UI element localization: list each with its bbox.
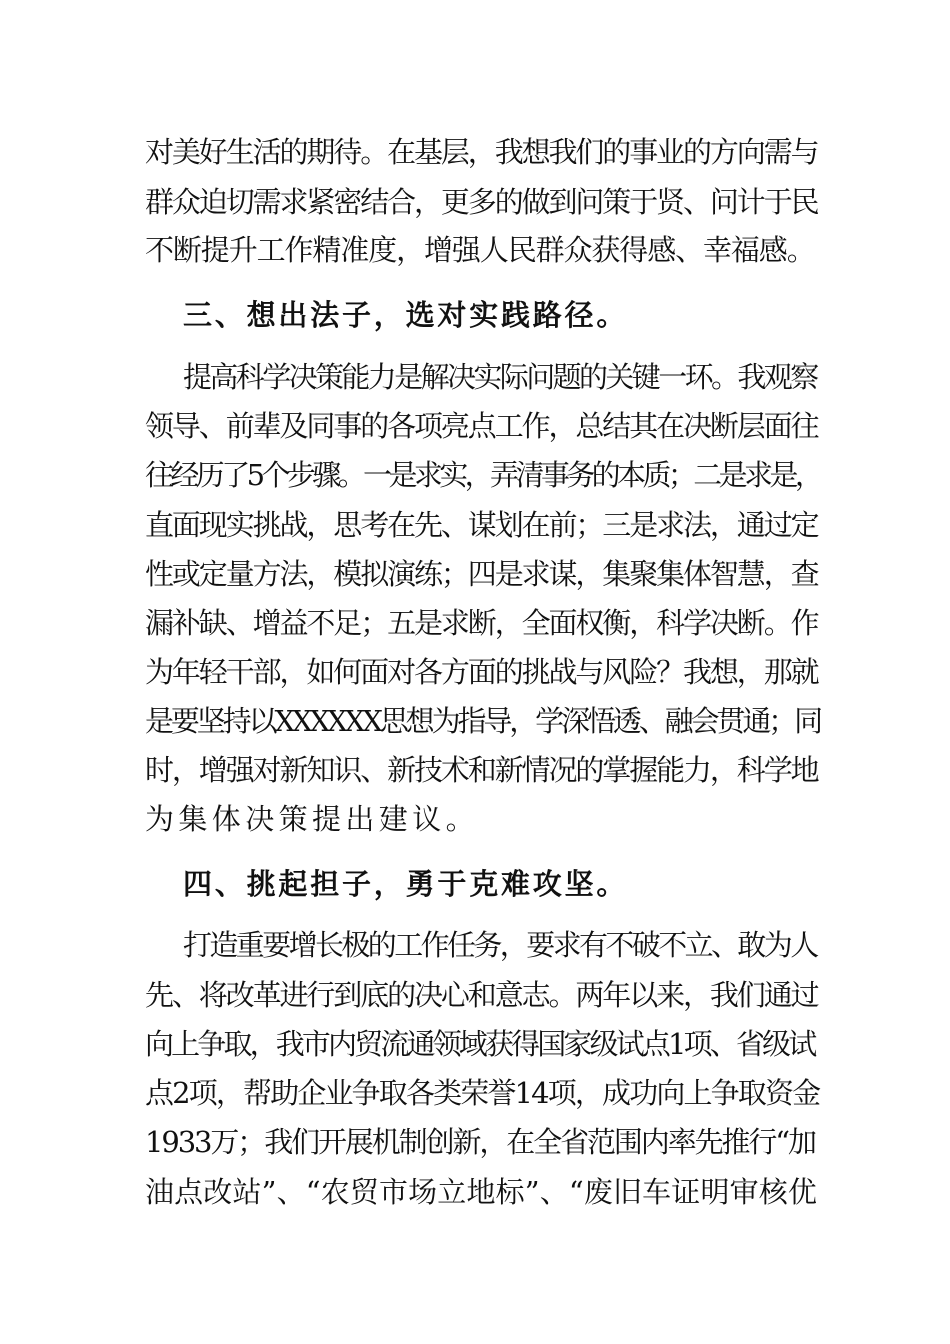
- paragraph-3-line-3: 向上争取，我市内贸流通领域获得国家级试点1项、省级试: [145, 1027, 815, 1061]
- paragraph-2-line-2: 领导、前辈及同事的各项亮点工作，总结其在决断层面往: [145, 409, 818, 443]
- paragraph-1-line-2: 群众迫切需求紧密结合，更多的做到问策于贤、问计于民: [145, 185, 818, 219]
- paragraph-3-line-1: 打造重要增长极的工作任务，要求有不破不立、敢为人: [183, 928, 817, 962]
- section-heading-4: 四、挑起担子，勇于克难攻坚。: [183, 867, 629, 901]
- paragraph-2-line-6: 漏补缺、增益不足；五是求断，全面权衡，科学决断。作: [145, 606, 818, 640]
- paragraph-2-line-4: 直面现实挑战，思考在先、谋划在前；三是求法，通过定: [145, 508, 818, 542]
- paragraph-2-line-9: 时，增强对新知识、新技术和新情况的掌握能力，科学地: [145, 753, 818, 787]
- paragraph-3-line-2: 先、将改革进行到底的决心和意志。两年以来，我们通过: [145, 978, 818, 1012]
- paragraph-1-line-3: 不断提升工作精准度，增强人民群众获得感、幸福感。: [145, 233, 815, 267]
- paragraph-2-line-10: 为集体决策提出建议。: [145, 802, 480, 836]
- paragraph-2-line-7: 为年轻干部，如何面对各方面的挑战与风险？我想，那就: [145, 655, 818, 689]
- paragraph-2-line-3: 往经历了5个步骤。一是求实，弄清事务的本质；二是求是，: [145, 458, 821, 492]
- paragraph-2-line-1: 提高科学决策能力是解决实际问题的关键一环。我观察: [183, 360, 817, 394]
- paragraph-2-line-8: 是要坚持以XXXXXX思想为指导，学深悟透、融会贯通；同: [145, 704, 821, 738]
- paragraph-2-line-5: 性或定量方法，模拟演练；四是求谋，集聚集体智慧，查: [145, 557, 818, 591]
- paragraph-3-line-6: 油点改站”、“农贸市场立地标”、“废旧车证明审核优: [145, 1175, 818, 1209]
- section-heading-3: 三、想出法子，选对实践路径。: [183, 298, 629, 332]
- paragraph-3-line-5: 1933万；我们开展机制创新，在全省范围内率先推行“加: [145, 1125, 815, 1159]
- paragraph-3-line-4: 点2项，帮助企业争取各类荣誉14项，成功向上争取资金: [145, 1076, 820, 1110]
- paragraph-1-line-1: 对美好生活的期待。在基层，我想我们的事业的方向需与: [145, 135, 818, 169]
